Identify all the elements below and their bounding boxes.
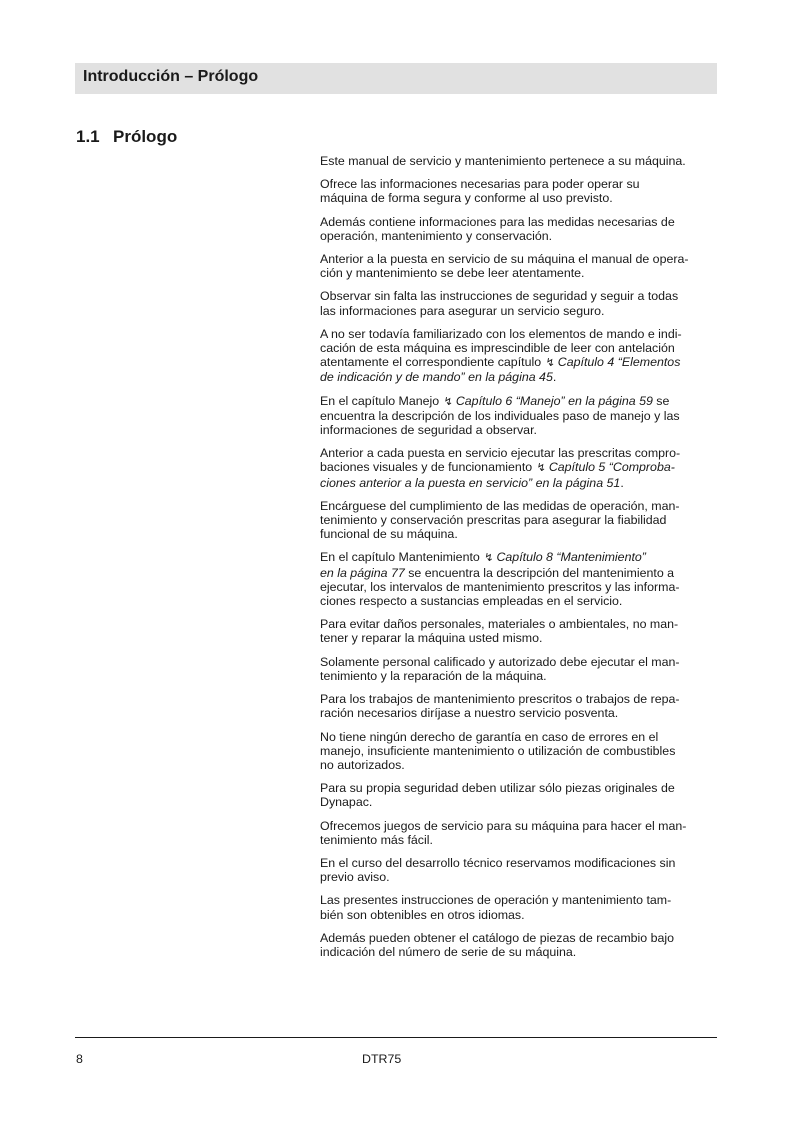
text-line: funcional de su máquina. (320, 527, 458, 542)
text-line-with-reference (320, 460, 720, 475)
paragraph (320, 617, 720, 645)
text-line-with-reference (320, 355, 720, 370)
paragraph (320, 252, 720, 280)
reference-arrow-icon: ↯ (536, 462, 546, 475)
section-title: Prólogo (113, 127, 178, 146)
text-line: tener y reparar la máquina usted mismo. (320, 631, 543, 646)
text-line: las informaciones para asegurar un servicio seguro. (320, 303, 605, 318)
text-line: ciones respecto a sustancias empleadas en el servicio. (320, 594, 623, 609)
chapter-title: Introducción – Prólogo (83, 68, 259, 85)
text-line: Este manual de servicio y mantenimiento pertenece a su máquina. (320, 154, 686, 168)
text-line-with-reference (320, 370, 720, 384)
paragraph (320, 893, 720, 921)
line-text: . (620, 475, 624, 490)
text-line-with-reference (320, 476, 720, 490)
text-line: Encárguese del cumplimiento de las medidas de operación, man- (320, 498, 680, 513)
text-line: cación de esta máquina es imprescindible de leer con antelación (320, 341, 675, 356)
paragraph (320, 446, 720, 490)
paragraph (320, 327, 720, 385)
text-line: bién son obtenibles en otros idiomas. (320, 907, 525, 922)
text-line: ción y mantenimiento se debe leer atentamente. (320, 266, 585, 281)
reference-arrow-icon: ↯ (545, 357, 555, 370)
text-line: ejecutar, los intervalos de mantenimiento prescritos y las informa- (320, 579, 680, 594)
cross-reference-link[interactable]: Capítulo 5 “Comproba- (548, 460, 675, 475)
paragraph (320, 692, 720, 720)
text-line: informaciones de seguridad a observar. (320, 423, 537, 438)
text-line: No tiene ningún derecho de garantía en caso de errores en el (320, 729, 659, 744)
line-text: se encuentra la descripción del mantenimiento a (404, 565, 675, 580)
paragraph (320, 177, 720, 205)
text-line-with-reference (320, 566, 720, 580)
paragraph (320, 730, 720, 773)
text-line: máquina de forma segura y conforme al uso previsto. (320, 191, 613, 206)
text-line: Ofrece las informaciones necesarias para poder operar su (320, 177, 640, 192)
paragraph (320, 499, 720, 542)
text-line: indicación del número de serie de su máquina. (320, 944, 577, 959)
cross-reference-link[interactable]: Capítulo 4 “Elementos (557, 355, 681, 370)
text-line: En el curso del desarrollo técnico reservamos modificaciones sin (320, 855, 676, 870)
text-line: no autorizados. (320, 757, 405, 772)
paragraph (320, 819, 720, 847)
text-line: A no ser todavía familiarizado con los elementos de mando e indi- (320, 326, 682, 341)
line-text: se (652, 393, 670, 408)
text-line: manejo, insuficiente mantenimiento o utilización de combustibles (320, 743, 676, 758)
paragraph (320, 154, 720, 168)
text-line: Dynapac. (320, 795, 373, 810)
page-number: 8 (76, 1052, 83, 1066)
document-code: DTR75 (362, 1052, 402, 1066)
paragraph (320, 215, 720, 243)
line-text: . (552, 370, 557, 385)
text-line: ración necesarios diríjase a nuestro servicio posventa. (320, 706, 619, 721)
reference-arrow-icon: ↯ (443, 395, 453, 408)
chapter-header-bar (75, 63, 717, 94)
text-line: Además pueden obtener el catálogo de piezas de recambio bajo (320, 930, 675, 945)
cross-reference-link[interactable]: Capítulo 6 “Manejo” en la página 59 (455, 393, 653, 408)
text-line-with-reference (320, 550, 720, 565)
paragraph (320, 931, 720, 959)
text-line: Para evitar daños personales, materiales o ambientales, no man- (320, 617, 679, 632)
paragraph (320, 655, 720, 683)
text-line: Anterior a cada puesta en servicio ejecutar las prescritas compro- (320, 446, 681, 461)
cross-reference-link[interactable]: ciones anterior a la puesta en servicio” en la página 51 (320, 475, 621, 490)
text-line: Para los trabajos de mantenimiento prescritos o trabajos de repa- (320, 692, 680, 707)
text-line: tenimiento y conservación prescritas para asegurar la fiabilidad (320, 513, 667, 528)
text-line: tenimiento más fácil. (320, 832, 433, 847)
text-line: Ofrecemos juegos de servicio para su máquina para hacer el man- (320, 818, 687, 833)
line-text: En el capítulo Mantenimiento (320, 550, 480, 565)
text-line-with-reference (320, 394, 720, 409)
line-text: baciones visuales y de funcionamiento (320, 460, 533, 475)
text-line: Para su propia seguridad deben utilizar sólo piezas originales de (320, 781, 675, 796)
paragraph (320, 550, 720, 608)
paragraph (320, 781, 720, 809)
body-text (320, 154, 720, 968)
text-line: Además contiene informaciones para las medidas necesarias de (320, 214, 675, 229)
cross-reference-link[interactable]: en la página 77 (320, 565, 405, 580)
paragraph (320, 856, 720, 884)
cross-reference-link[interactable]: de indicación y de mando” en la página 45 (320, 370, 553, 385)
text-line: Observar sin falta las instrucciones de seguridad y seguir a todas (320, 289, 679, 304)
paragraph (320, 289, 720, 317)
text-line: tenimiento y la reparación de la máquina. (320, 668, 547, 683)
reference-arrow-icon: ↯ (484, 552, 494, 565)
text-line: encuentra la descripción de los individuales paso de manejo y las (320, 408, 680, 423)
text-line: previo aviso. (320, 870, 390, 885)
paragraph (320, 394, 720, 438)
text-line: Solamente personal calificado y autorizado debe ejecutar el man- (320, 654, 680, 669)
section-heading (76, 127, 177, 147)
text-line: Las presentes instrucciones de operación y mantenimiento tam- (320, 893, 672, 908)
cross-reference-link[interactable]: Capítulo 8 “Mantenimiento” (496, 550, 646, 565)
footer-divider (75, 1037, 717, 1038)
text-line: operación, mantenimiento y conservación. (320, 228, 553, 243)
section-number: 1.1 (76, 127, 100, 146)
text-line: Anterior a la puesta en servicio de su máquina el manual de opera- (320, 252, 689, 267)
line-text: atentamente el correspondiente capítulo (320, 355, 542, 370)
line-text: En el capítulo Manejo (320, 393, 440, 408)
